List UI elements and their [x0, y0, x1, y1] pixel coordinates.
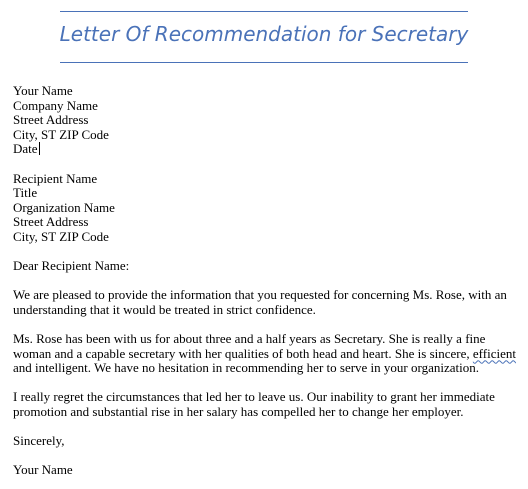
sender-street: Street Address	[13, 112, 89, 128]
signature-name: Your Name	[13, 462, 73, 478]
paragraph-line: understanding that it would be treated in strict confidence.	[13, 301, 316, 317]
title-top-rule	[60, 11, 468, 12]
spacer	[13, 274, 518, 289]
spacer	[13, 245, 518, 260]
recipient-name: Recipient Name	[13, 170, 98, 186]
spacer	[13, 318, 518, 333]
paragraph-regret	[13, 390, 518, 419]
text-cursor	[39, 142, 40, 155]
sender-company: Company Name	[13, 97, 98, 113]
recipient-title: Title	[13, 185, 38, 201]
spacer	[13, 376, 518, 391]
paragraph-qualities	[13, 332, 518, 376]
spellcheck-flagged-word[interactable]: efficient	[472, 345, 516, 361]
paragraph-line: promotion and substantial rise in her salary has compelled her to change her employer.	[13, 404, 464, 420]
letter-body[interactable]	[13, 84, 518, 478]
spacer	[13, 449, 518, 464]
salutation-block	[13, 259, 518, 274]
sender-date: Date	[13, 141, 38, 157]
sender-date-line	[13, 142, 518, 157]
sender-name: Your Name	[13, 83, 73, 98]
closing-block	[13, 434, 518, 449]
document-title: Letter Of Recommendation for Secretary	[59, 22, 469, 46]
paragraph-text: woman and a capable secretary with her qualities of both head and heart. She is sincere,	[13, 345, 473, 361]
spacer	[13, 157, 518, 172]
recipient-street: Street Address	[13, 214, 89, 230]
sender-block	[13, 84, 518, 157]
signature-block	[13, 463, 518, 478]
paragraph-line: and intelligent. We have no hesitation in recommending her to serve in your organization.	[13, 360, 479, 376]
paragraph-line: We are pleased to provide the information that you requested for concerning Ms. Rose, with an	[13, 287, 507, 303]
sender-city: City, ST ZIP Code	[13, 126, 109, 142]
paragraph-line: Ms. Rose has been with us for about three and a half years as Secretary. She is really a fine	[13, 331, 486, 347]
title-bottom-rule	[60, 62, 468, 63]
recipient-organization: Organization Name	[13, 199, 115, 215]
paragraph-line	[13, 347, 518, 362]
salutation: Dear Recipient Name:	[13, 258, 130, 274]
recipient-city: City, ST ZIP Code	[13, 228, 109, 244]
paragraph-confidentiality	[13, 288, 518, 317]
closing: Sincerely,	[13, 433, 65, 449]
paragraph-line: I really regret the circumstances that led her to leave us. Our inability to grant her immediate	[13, 389, 495, 405]
recipient-block	[13, 172, 518, 245]
spacer	[13, 420, 518, 435]
